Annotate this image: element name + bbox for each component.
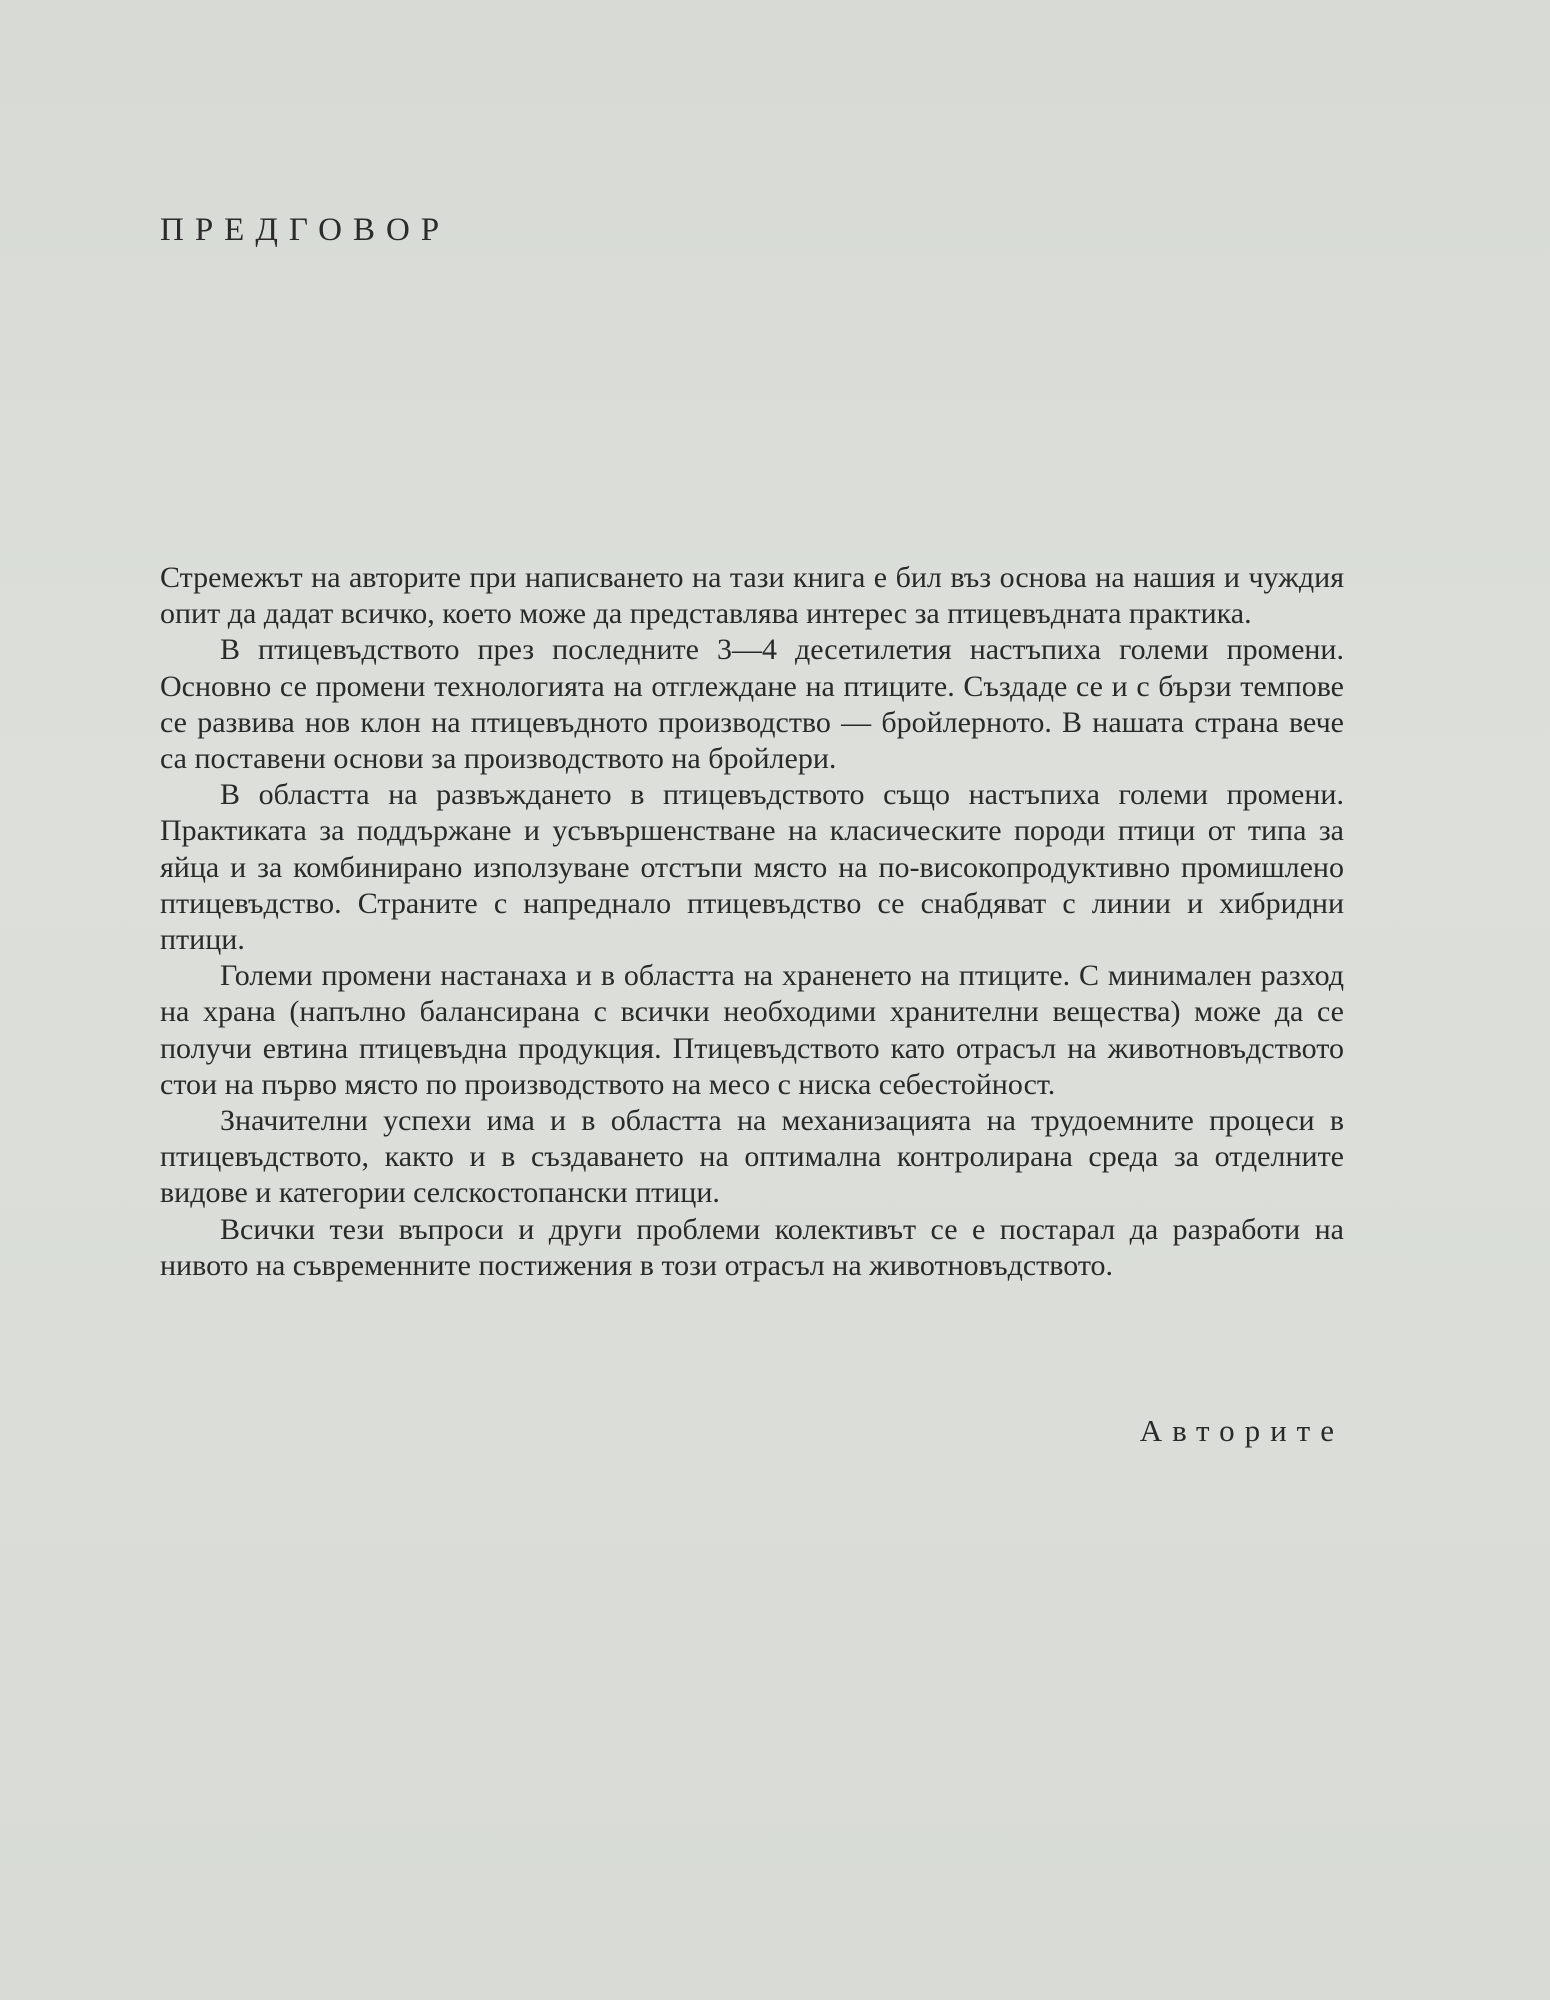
- paragraph-6: Всички тези въпроси и други проблеми колективът се е постарал да разработи на нивото на съвременните постижения в този отрасъл на животновъдството.: [160, 1212, 1344, 1282]
- paragraph-2: В птицевъдството през последните 3—4 десетилетия настъпиха големи промени. Основно се промени технологията на отглеждане на птиците. Създаде се и с бързи темпове се развива нов клон на птицевъдното производство — бройлерното. В нашата страна вече са поставени основи за производството на бройлери.: [160, 633, 1344, 776]
- page-heading: ПРЕДГОВОР: [160, 212, 451, 248]
- paragraph-5: Значителни успехи има и в областта на механизацията на трудоемните процеси в птицевъдството, както и в създаването на оптимална контролирана среда за отделните видове и категории селскостопански птици.: [160, 1104, 1344, 1210]
- paragraph-3: В областта на развъждането в птицевъдството също настъпиха големи промени. Практиката за поддържане и усъвършенстване на класическите породи птици от типа за яйца и за комбинирано използуване отстъпи място на по-високопродуктивно промишлено птицевъдство. Страните с напреднало птицевъдство се снабдяват с линии и хибридни птици.: [160, 778, 1344, 957]
- paragraph-4: Големи промени настанаха и в областта на храненето на птиците. С минимален разход на храна (напълно балансирана с всички необходими хранителни вещества) може да се получи евтина птицевъдна продукция. Птицевъдството като отрасъл на животновъдството стои на първо място по производството на месо с ниска себестойност.: [160, 959, 1344, 1101]
- preface-body: [160, 560, 1344, 1284]
- paragraph-1: Стремежът на авторите при написването на тази книга е бил въз основа на нашия и чуждия опит да дадат всичко, което може да представлява интерес за птицевъдната практика.: [160, 561, 1344, 631]
- signature: Авторите: [1139, 1413, 1344, 1448]
